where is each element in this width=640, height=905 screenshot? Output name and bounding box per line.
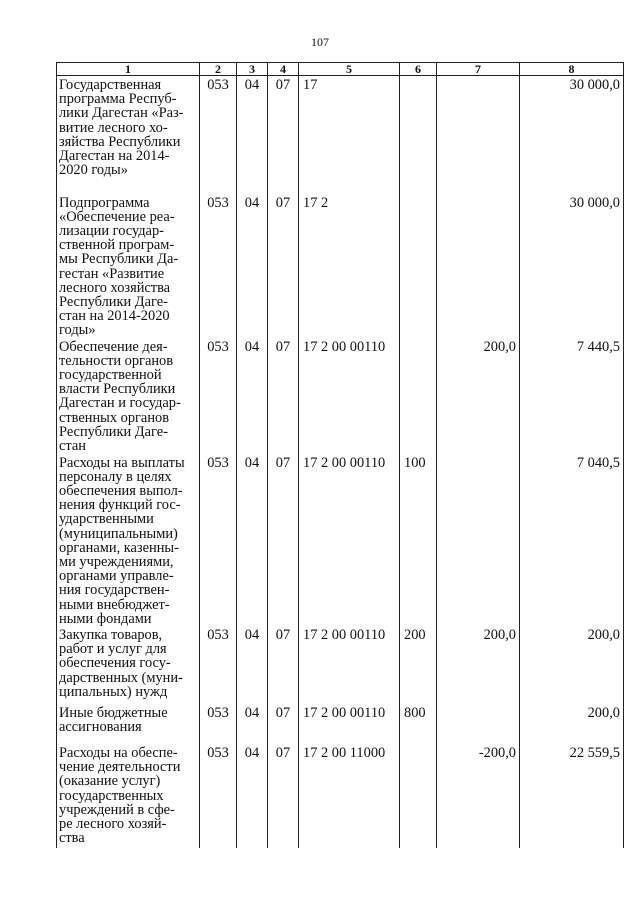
row-name-line: гестан «Развитие — [59, 265, 165, 282]
row-name-line: государственных — [59, 787, 164, 804]
row-name-line: Закупка товаров, — [59, 626, 163, 643]
expense-type-cell: 100 — [400, 454, 437, 626]
change-amount-cell: 200,0 — [437, 626, 520, 704]
row-name-cell — [57, 454, 200, 626]
expense-type-cell: 200 — [400, 626, 437, 704]
row-name-line: государственной — [59, 366, 162, 383]
subsection-cell: 07 — [268, 194, 299, 338]
target-article-cell: 17 2 00 00110 — [299, 626, 400, 704]
row-name-line: Обеспечение дея- — [59, 338, 168, 355]
row-name-line: Иные бюджетные — [59, 704, 168, 721]
grbs-cell: 053 — [200, 454, 237, 626]
row-name-line: Республики Даге- — [59, 293, 168, 310]
column-number: 8 — [520, 63, 624, 76]
row-name-line: власти Республики — [59, 381, 176, 398]
total-amount-cell: 200,0 — [520, 704, 624, 744]
expense-type-cell — [400, 338, 437, 454]
row-name-cell — [57, 704, 200, 744]
row-name-line: нения функций гос- — [59, 497, 181, 514]
row-name-line: ственной програм- — [59, 237, 175, 254]
subsection-cell: 07 — [268, 76, 299, 194]
column-number: 3 — [237, 63, 268, 76]
row-name-cell — [57, 744, 200, 848]
row-name-line: органами управле- — [59, 568, 174, 585]
row-name-line: ственных органов — [59, 409, 170, 426]
target-article-cell: 17 2 00 00110 — [299, 704, 400, 744]
row-name-line: Дагестан и государ- — [59, 395, 181, 412]
row-name-line: (муниципальными) — [59, 525, 178, 542]
row-name-line: ния государствен- — [59, 582, 170, 599]
row-name-line: ре лесного хозяй- — [59, 815, 167, 832]
total-amount-cell: 200,0 — [520, 626, 624, 704]
subsection-cell: 07 — [268, 454, 299, 626]
section-cell: 04 — [237, 338, 268, 454]
section-cell: 04 — [237, 194, 268, 338]
total-amount-cell: 30 000,0 — [520, 194, 624, 338]
total-amount-cell: 30 000,0 — [520, 76, 624, 194]
row-name-line: «Обеспечение реа- — [59, 208, 175, 225]
total-amount-cell: 22 559,5 — [520, 744, 624, 848]
row-name-cell — [57, 194, 200, 338]
table-body — [57, 76, 624, 848]
row-name-line: Дагестан на 2014- — [59, 148, 170, 165]
target-article-cell: 17 2 — [299, 194, 400, 338]
section-cell: 04 — [237, 626, 268, 704]
row-name-line: Подпрограмма — [59, 194, 150, 211]
column-number: 6 — [400, 63, 437, 76]
column-number: 4 — [268, 63, 299, 76]
row-name-line: ассигнования — [59, 719, 142, 736]
expense-type-cell — [400, 194, 437, 338]
grbs-cell: 053 — [200, 76, 237, 194]
change-amount-cell: -200,0 — [437, 744, 520, 848]
subsection-cell: 07 — [268, 626, 299, 704]
row-name-line: обеспечения госу- — [59, 655, 171, 672]
target-article-cell: 17 2 00 00110 — [299, 338, 400, 454]
row-name-line: лизации государ- — [59, 222, 164, 239]
row-name-line: ства — [59, 830, 85, 847]
column-number: 5 — [299, 63, 400, 76]
row-name-line: чение деятельности — [59, 759, 181, 776]
grbs-cell: 053 — [200, 194, 237, 338]
row-name-line: зяйства Республики — [59, 133, 181, 150]
section-cell: 04 — [237, 744, 268, 848]
change-amount-cell: 200,0 — [437, 338, 520, 454]
table-row — [57, 704, 624, 744]
row-name-line: ударственными — [59, 511, 154, 528]
row-name-line: Расходы на выплаты — [59, 454, 185, 471]
table-header — [57, 63, 624, 76]
row-name-cell — [57, 76, 200, 194]
row-name-line: учреждений в сфе- — [59, 801, 175, 818]
row-name-line: стан — [59, 437, 86, 454]
row-name-line: годы» — [59, 322, 96, 338]
total-amount-cell: 7 040,5 — [520, 454, 624, 626]
table-row — [57, 76, 624, 194]
total-amount-cell: 7 440,5 — [520, 338, 624, 454]
subsection-cell: 07 — [268, 744, 299, 848]
section-cell: 04 — [237, 454, 268, 626]
column-number: 2 — [200, 63, 237, 76]
row-name-line: лесного хозяйства — [59, 279, 171, 296]
column-number: 1 — [57, 63, 200, 76]
subsection-cell: 07 — [268, 704, 299, 744]
change-amount-cell — [437, 454, 520, 626]
row-name-line: ными фондами — [59, 610, 152, 626]
row-name-line: обеспечения выпол- — [59, 482, 183, 499]
row-name-line: ми учреждениями, — [59, 553, 174, 570]
subsection-cell: 07 — [268, 338, 299, 454]
row-name-line: Республики Даге- — [59, 423, 168, 440]
row-name-line: Государственная — [59, 77, 162, 93]
row-name-cell — [57, 338, 200, 454]
row-name-line: программа Респуб- — [59, 91, 177, 108]
row-name-cell — [57, 626, 200, 704]
budget-table — [56, 62, 624, 848]
row-name-line: ципальных) нужд — [59, 683, 168, 700]
row-name-line: ными внебюджет- — [59, 596, 170, 613]
change-amount-cell — [437, 194, 520, 338]
table-row — [57, 338, 624, 454]
change-amount-cell — [437, 76, 520, 194]
grbs-cell: 053 — [200, 704, 237, 744]
expense-type-cell — [400, 76, 437, 194]
table-row — [57, 626, 624, 704]
row-name-line: тельности органов — [59, 352, 174, 369]
target-article-cell: 17 2 00 00110 — [299, 454, 400, 626]
section-cell: 04 — [237, 704, 268, 744]
row-name-line: персоналу в целях — [59, 468, 172, 485]
row-name-line: мы Республики Да- — [59, 251, 179, 268]
expense-type-cell: 800 — [400, 704, 437, 744]
table-row — [57, 194, 624, 338]
row-name-line: органами, казенны- — [59, 539, 179, 556]
row-name-line: стан на 2014-2020 — [59, 308, 170, 325]
row-name-line: дарственных (муни- — [59, 669, 183, 686]
row-name-line: (оказание услуг) — [59, 773, 161, 790]
row-name-line: Расходы на обеспе- — [59, 744, 178, 761]
row-name-line: 2020 годы» — [59, 162, 128, 179]
grbs-cell: 053 — [200, 338, 237, 454]
target-article-cell: 17 2 00 11000 — [299, 744, 400, 848]
section-cell: 04 — [237, 76, 268, 194]
page-number: 107 — [311, 35, 329, 49]
table-row — [57, 744, 624, 848]
change-amount-cell — [437, 704, 520, 744]
target-article-cell: 17 — [299, 76, 400, 194]
column-number-row — [57, 63, 624, 76]
table-row — [57, 454, 624, 626]
column-number: 7 — [437, 63, 520, 76]
row-name-line: лики Дагестан «Раз- — [59, 105, 184, 122]
expense-type-cell — [400, 744, 437, 848]
grbs-cell: 053 — [200, 626, 237, 704]
grbs-cell: 053 — [200, 744, 237, 848]
row-name-line: работ и услуг для — [59, 641, 167, 658]
row-name-line: витие лесного хо- — [59, 119, 168, 136]
